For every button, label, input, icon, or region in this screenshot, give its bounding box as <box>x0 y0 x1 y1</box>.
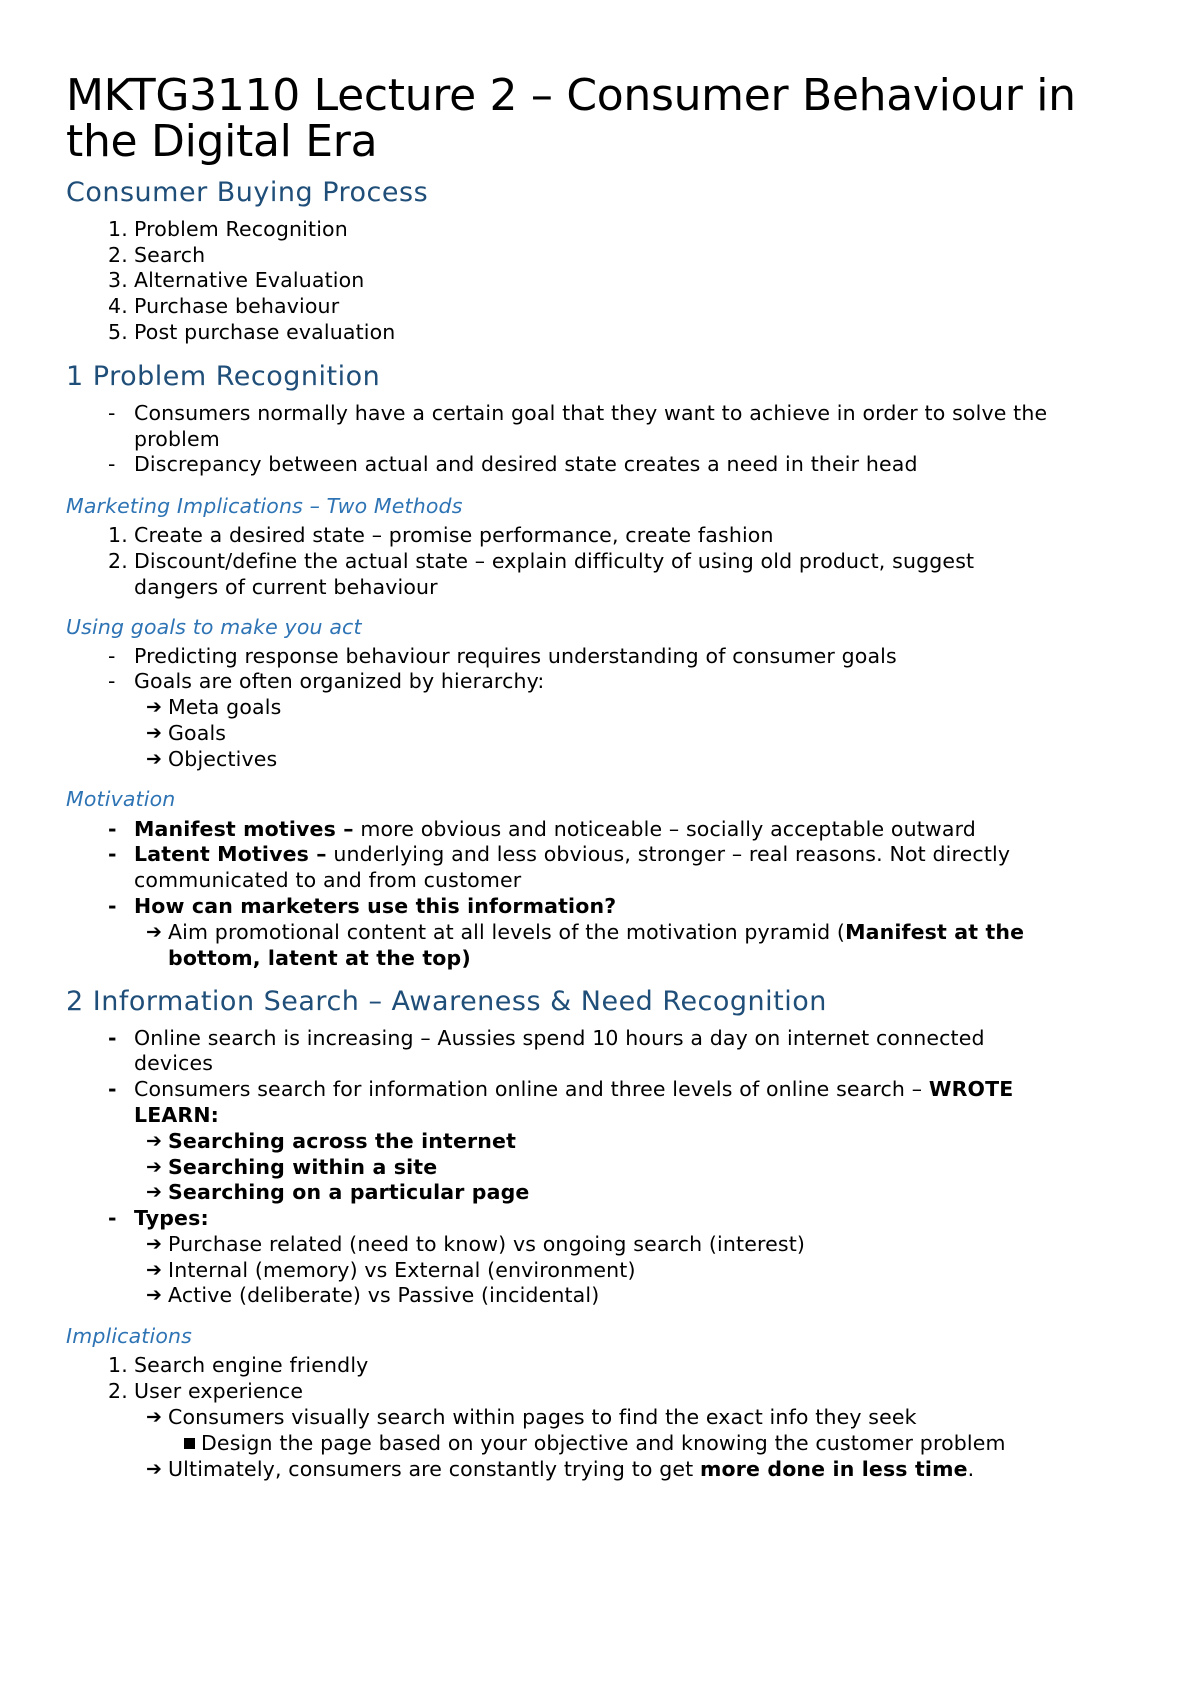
arrow-icon: ➔ <box>146 1233 163 1255</box>
heading-information-search: 2 Information Search – Awareness & Need Recognition <box>66 986 827 1017</box>
subheading-motivation: Motivation <box>66 787 176 811</box>
heading-problem-recognition: 1 Problem Recognition <box>66 361 381 392</box>
arrow-icon: ➔ <box>146 1181 163 1203</box>
arrow-icon: ➔ <box>146 1458 163 1480</box>
arrow-icon: ➔ <box>146 1156 163 1178</box>
arrow-icon: ➔ <box>146 1406 163 1428</box>
arrow-icon: ➔ <box>146 748 163 770</box>
arrow-icon: ➔ <box>146 1284 163 1306</box>
page-title-line-2: the Digital Era <box>66 116 378 167</box>
arrow-icon: ➔ <box>146 1259 163 1281</box>
square-bullet-icon <box>184 1438 195 1449</box>
document-page: MKTG3110 Lecture 2 – Consumer Behaviour in the Digital Era Consumer Buying Process 1. Problem Recognition 2. Search 3. Alternative Evaluation 4. Purchase behaviour 5. Post purchase evaluation 1 Problem Recognition - Consumers normally have a certain goal that they want to achieve in order to solve the problem - Discrepancy between actual and desired state creates a need in their head Marketing Implications – Two Methods 1. Create a desired state – promise performance, create fashion 2. Discount/define the actual state – explain difficulty of using old product, suggest dangers of current behaviour Using goals to make you act - Predicting response behaviour requires understanding of consumer goals - Goals are often organized by hierarchy: ➔ Meta goals ➔ Goals ➔ Objectives Motivation - Manifest motives – more obvious and noticeable – socially acceptable outward - Latent Motives – underlying and less obvious, stronger – real reasons. Not directly communicated to and from customer - How can marketers use this information? ➔ Aim promotional content at all levels of the motivation pyramid (Manifest at the bottom, latent at the top) 2 Information Search – Awareness & Need Recognition - Online search is increasing – Aussies spend 10 hours a day on internet connected devices - Consumers search for information online and three levels of online search – WROTE LEARN: ➔ Searching across the internet ➔ Searching within a site ➔ Searching on a particular page - Types: ➔ Purchase related (need to know) vs ongoing search (interest) ➔ Internal (memory) vs External (environment) ➔ Active (deliberate) vs Passive (incidental) Implications 1. Search engine friendly 2. User experience ➔ Consumers visually search within pages to find the exact info they seek Design the page based on your objective and knowing the customer problem ➔ Ultimately, consumers are constantly trying to get more done in less time. <box>66 70 1076 1481</box>
subheading-using-goals: Using goals to make you act <box>66 615 362 639</box>
subheading-marketing-implications: Marketing Implications – Two Methods <box>66 494 463 518</box>
arrow-icon: ➔ <box>146 921 163 943</box>
heading-consumer-buying-process: Consumer Buying Process <box>66 177 429 208</box>
page-title-line-1: MKTG3110 Lecture 2 – Consumer Behaviour in <box>66 70 1076 121</box>
arrow-icon: ➔ <box>146 722 163 744</box>
arrow-icon: ➔ <box>146 696 163 718</box>
arrow-icon: ➔ <box>146 1130 163 1152</box>
subheading-implications: Implications <box>66 1324 193 1348</box>
